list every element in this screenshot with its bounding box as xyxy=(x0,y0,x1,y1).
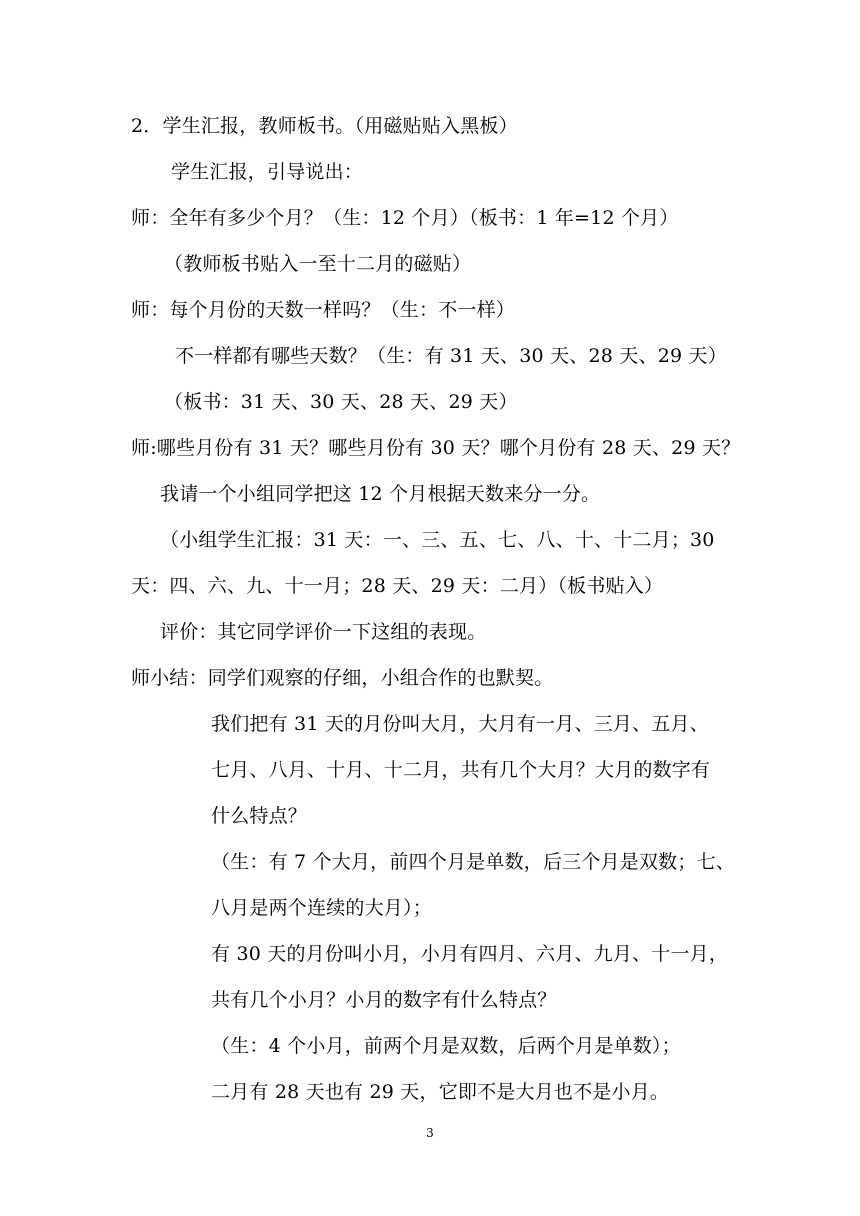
text-line: 我们把有 31 天的月份叫大月，大月有一月、三月、五月、 xyxy=(211,713,709,735)
text-line: 有 30 天的月份叫小月，小月有四月、六月、九月、十一月， xyxy=(211,943,729,965)
text-line: 师：全年有多少个月？（生：12 个月）（板书：1 年=12 个月） xyxy=(131,207,679,229)
text-line: 二月有 28 天也有 29 天，它即不是大月也不是小月。 xyxy=(211,1081,670,1103)
text-line: （小组学生汇报：31 天：一、三、五、七、八、十、十二月；30 xyxy=(160,529,715,551)
text-line: 八月是两个连续的大月）； xyxy=(211,897,432,919)
text-line: 什么特点？ xyxy=(211,805,308,827)
text-line: 评价：其它同学评价一下这组的表现。 xyxy=(160,621,487,643)
text-line: 2．学生汇报，教师板书。（用磁贴贴入黑板） xyxy=(131,115,518,137)
text-line: 师:哪些月份有 31 天？哪些月份有 30 天？哪个月份有 28 天、29 天？ xyxy=(131,437,741,459)
text-line: （板书：31 天、30 天、28 天、29 天） xyxy=(164,391,518,413)
page-number: 3 xyxy=(426,1126,434,1140)
text-line: 师小结：同学们观察的仔细，小组合作的也默契。 xyxy=(131,667,554,689)
text-line: 我请一个小组同学把这 12 个月根据天数来分一分。 xyxy=(160,483,601,505)
text-line: 天：四、六、九、十一月；28 天、29 天：二月）（板书贴入） xyxy=(131,575,664,597)
text-line: 七月、八月、十月、十二月，共有几个大月？大月的数字有 xyxy=(211,759,711,781)
text-line: 学生汇报，引导说出： xyxy=(171,161,364,183)
text-line: （生：有 7 个大月，前四个月是单数，后三个月是双数；七、 xyxy=(211,851,735,873)
text-line: （生：4 个小月，前两个月是双数，后两个月是单数）； xyxy=(211,1035,681,1057)
text-line: 共有几个小月？小月的数字有什么特点？ xyxy=(211,989,557,1011)
text-line: 不一样都有哪些天数？（生：有 31 天、30 天、28 天、29 天） xyxy=(175,345,727,367)
text-line: 师：每个月份的天数一样吗？（生：不一样） xyxy=(131,299,516,321)
text-line: （教师板书贴入一至十二月的磁贴） xyxy=(164,253,472,275)
